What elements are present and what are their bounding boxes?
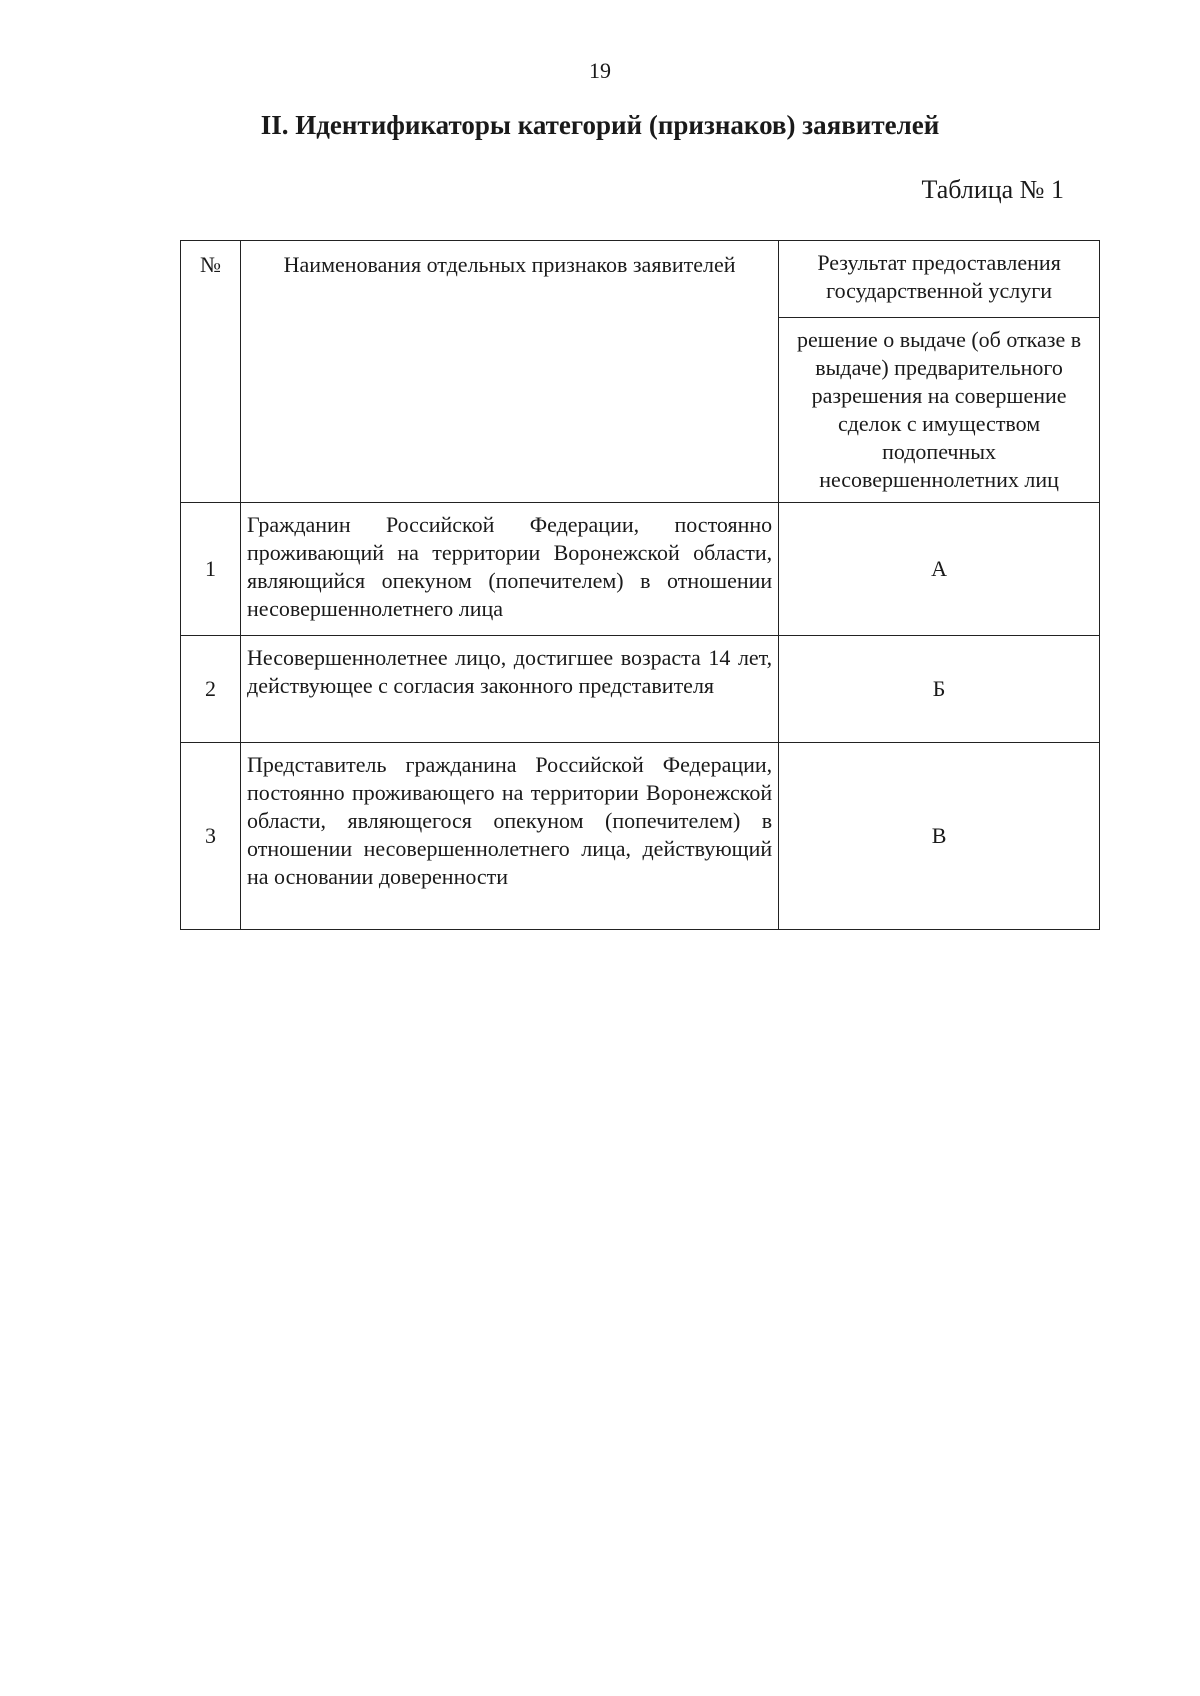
applicant-categories-table — [180, 240, 1100, 930]
row-name: Гражданин Российской Федерации, постоянно проживающий на территории Воронежской области, являющийся опекуном (попечителем) в отношении несовершеннолетнего лица — [241, 503, 779, 636]
table-header-row — [181, 241, 1100, 318]
header-result-sub: решение о выдаче (об отказе в выдаче) предварительного разрешения на совершение сделок с имуществом подопечных несовершеннолетних лиц — [779, 318, 1100, 503]
header-result: Результат предоставления государственной услуги — [779, 241, 1100, 318]
row-result: В — [779, 743, 1100, 930]
row-result: Б — [779, 636, 1100, 743]
table-row — [181, 503, 1100, 636]
row-number: 2 — [181, 636, 241, 743]
row-number: 3 — [181, 743, 241, 930]
row-name: Представитель гражданина Российской Федерации, постоянно проживающего на территории Воронежской области, являющегося опекуном (попечителем) в отношении несовершеннолетнего лица, действующий на основании доверенности — [241, 743, 779, 930]
table-row — [181, 636, 1100, 743]
header-name: Наименования отдельных признаков заявителей — [241, 241, 779, 503]
row-number: 1 — [181, 503, 241, 636]
row-result: А — [779, 503, 1100, 636]
page-number: 19 — [589, 58, 611, 83]
table-row — [181, 743, 1100, 930]
header-number: № — [181, 241, 241, 503]
row-name: Несовершеннолетнее лицо, достигшее возраста 14 лет, действующее с согласия законного представителя — [241, 636, 779, 743]
table-caption: Таблица № 1 — [921, 175, 1064, 204]
section-title: II. Идентификаторы категорий (признаков) заявителей — [260, 110, 940, 140]
